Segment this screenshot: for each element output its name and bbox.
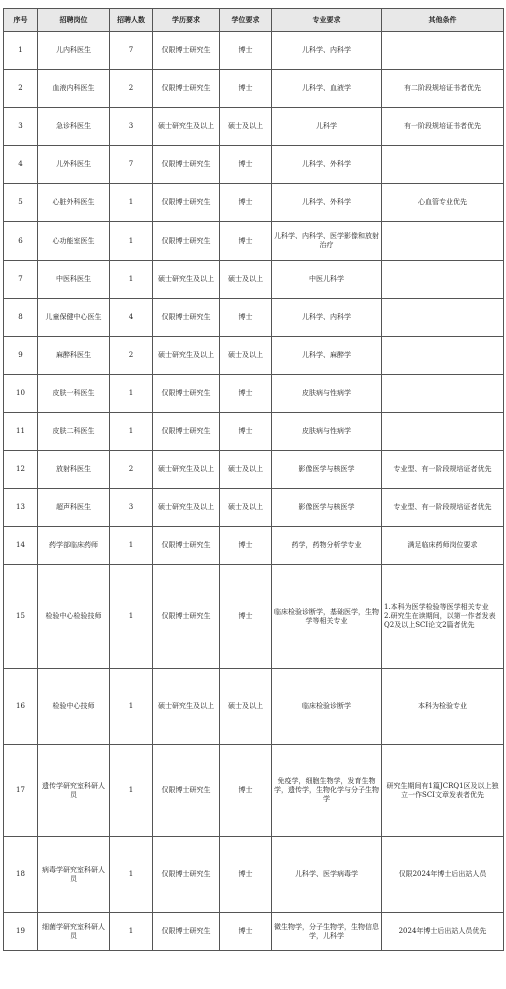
cell-other: 满足临床药师岗位要求 — [382, 527, 504, 565]
cell-post: 细菌学研究室科研人员 — [38, 913, 110, 951]
cell-post: 血液内科医生 — [38, 70, 110, 108]
cell-no: 3 — [4, 108, 38, 146]
header-count: 招聘人数 — [110, 9, 153, 32]
cell-degree: 硕士及以上 — [220, 489, 272, 527]
cell-education: 硕士研究生及以上 — [153, 451, 220, 489]
cell-degree: 博士 — [220, 146, 272, 184]
cell-education: 仅限博士研究生 — [153, 299, 220, 337]
cell-degree: 博士 — [220, 70, 272, 108]
cell-count: 7 — [110, 146, 153, 184]
cell-no: 12 — [4, 451, 38, 489]
cell-education: 仅限博士研究生 — [153, 32, 220, 70]
cell-no: 1 — [4, 32, 38, 70]
cell-count: 1 — [110, 669, 153, 745]
header-other: 其他条件 — [382, 9, 504, 32]
cell-count: 1 — [110, 222, 153, 261]
header-row — [4, 9, 504, 32]
cell-post: 检验中心检验技师 — [38, 565, 110, 669]
header-no: 序号 — [4, 9, 38, 32]
cell-degree: 博士 — [220, 837, 272, 913]
cell-major: 儿科学、外科学 — [272, 146, 382, 184]
cell-post: 放射科医生 — [38, 451, 110, 489]
cell-post: 皮肤一科医生 — [38, 375, 110, 413]
cell-post: 检验中心技师 — [38, 669, 110, 745]
cell-post: 急诊科医生 — [38, 108, 110, 146]
table-row — [4, 669, 504, 745]
cell-no: 10 — [4, 375, 38, 413]
cell-degree: 硕士及以上 — [220, 669, 272, 745]
cell-other: 2024年博士后出站人员优先 — [382, 913, 504, 951]
cell-degree: 博士 — [220, 565, 272, 669]
cell-major: 儿科学、外科学 — [272, 184, 382, 222]
cell-other: 仅限2024年博士后出站人员 — [382, 837, 504, 913]
cell-post: 儿童保健中心医生 — [38, 299, 110, 337]
cell-no: 6 — [4, 222, 38, 261]
cell-degree: 博士 — [220, 375, 272, 413]
header-post: 招聘岗位 — [38, 9, 110, 32]
cell-post: 药学部临床药师 — [38, 527, 110, 565]
cell-post: 心脏外科医生 — [38, 184, 110, 222]
table-row — [4, 184, 504, 222]
cell-no: 4 — [4, 146, 38, 184]
cell-degree: 硕士及以上 — [220, 108, 272, 146]
table-row — [4, 337, 504, 375]
cell-other — [382, 261, 504, 299]
table-row — [4, 745, 504, 837]
cell-major: 影像医学与核医学 — [272, 451, 382, 489]
cell-education: 仅限博士研究生 — [153, 70, 220, 108]
cell-post: 超声科医生 — [38, 489, 110, 527]
table-row — [4, 299, 504, 337]
cell-major: 临床检验诊断学，基础医学，生物学等相关专业 — [272, 565, 382, 669]
cell-other: 专业型、有一阶段规培证者优先 — [382, 489, 504, 527]
cell-no: 2 — [4, 70, 38, 108]
cell-count: 7 — [110, 32, 153, 70]
cell-education: 仅限博士研究生 — [153, 222, 220, 261]
table-row — [4, 451, 504, 489]
cell-major: 微生物学，分子生物学，生物信息学，儿科学 — [272, 913, 382, 951]
recruitment-table — [3, 8, 504, 951]
table-row — [4, 32, 504, 70]
cell-education: 仅限博士研究生 — [153, 913, 220, 951]
cell-education: 仅限博士研究生 — [153, 837, 220, 913]
header-degree: 学位要求 — [220, 9, 272, 32]
cell-education: 硕士研究生及以上 — [153, 489, 220, 527]
cell-other — [382, 146, 504, 184]
cell-no: 5 — [4, 184, 38, 222]
cell-post: 儿内科医生 — [38, 32, 110, 70]
cell-count: 1 — [110, 527, 153, 565]
table-row — [4, 527, 504, 565]
cell-other — [382, 222, 504, 261]
cell-major: 临床检验诊断学 — [272, 669, 382, 745]
cell-other: 有二阶段规培证书者优先 — [382, 70, 504, 108]
cell-count: 1 — [110, 565, 153, 669]
cell-count: 1 — [110, 261, 153, 299]
cell-education: 仅限博士研究生 — [153, 565, 220, 669]
cell-count: 1 — [110, 745, 153, 837]
table-row — [4, 222, 504, 261]
cell-degree: 硕士及以上 — [220, 337, 272, 375]
cell-degree: 博士 — [220, 32, 272, 70]
cell-major: 儿科学、麻醉学 — [272, 337, 382, 375]
cell-education: 仅限博士研究生 — [153, 184, 220, 222]
cell-major: 影像医学与核医学 — [272, 489, 382, 527]
cell-degree: 硕士及以上 — [220, 451, 272, 489]
cell-major: 中医儿科学 — [272, 261, 382, 299]
cell-other — [382, 413, 504, 451]
cell-major: 儿科学、内科学、医学影像和放射治疗 — [272, 222, 382, 261]
cell-other: 1.本科为医学检验等医学相关专业 2.研究生在读期间，以第一作者发表Q2及以上SCI论文2篇者优先 — [382, 565, 504, 669]
cell-no: 8 — [4, 299, 38, 337]
cell-other — [382, 375, 504, 413]
cell-post: 病毒学研究室科研人员 — [38, 837, 110, 913]
cell-post: 中医科医生 — [38, 261, 110, 299]
cell-no: 17 — [4, 745, 38, 837]
cell-count: 3 — [110, 108, 153, 146]
cell-post: 儿外科医生 — [38, 146, 110, 184]
cell-no: 11 — [4, 413, 38, 451]
cell-major: 免疫学，细胞生物学，发育生物学，遗传学，生物化学与分子生物学 — [272, 745, 382, 837]
table-row — [4, 261, 504, 299]
cell-major: 皮肤病与性病学 — [272, 413, 382, 451]
table-row — [4, 489, 504, 527]
cell-post: 皮肤二科医生 — [38, 413, 110, 451]
table-row — [4, 913, 504, 951]
cell-no: 19 — [4, 913, 38, 951]
cell-post: 遗传学研究室科研人员 — [38, 745, 110, 837]
cell-major: 儿科学、内科学 — [272, 299, 382, 337]
cell-major: 皮肤病与性病学 — [272, 375, 382, 413]
cell-no: 9 — [4, 337, 38, 375]
table-row — [4, 565, 504, 669]
cell-other — [382, 299, 504, 337]
cell-degree: 博士 — [220, 222, 272, 261]
table-row — [4, 70, 504, 108]
cell-education: 仅限博士研究生 — [153, 146, 220, 184]
cell-other: 本科为检验专业 — [382, 669, 504, 745]
cell-no: 15 — [4, 565, 38, 669]
cell-education: 硕士研究生及以上 — [153, 261, 220, 299]
cell-count: 2 — [110, 337, 153, 375]
cell-count: 4 — [110, 299, 153, 337]
cell-education: 仅限博士研究生 — [153, 527, 220, 565]
cell-count: 1 — [110, 184, 153, 222]
header-education: 学历要求 — [153, 9, 220, 32]
cell-no: 14 — [4, 527, 38, 565]
cell-count: 3 — [110, 489, 153, 527]
cell-other: 研究生期间有1篇JCRQ1区及以上独立一作SCI文章发表者优先 — [382, 745, 504, 837]
table-row — [4, 837, 504, 913]
cell-major: 儿科学、内科学 — [272, 32, 382, 70]
cell-major: 儿科学、医学病毒学 — [272, 837, 382, 913]
cell-degree: 博士 — [220, 745, 272, 837]
cell-degree: 博士 — [220, 527, 272, 565]
cell-major: 儿科学、血液学 — [272, 70, 382, 108]
cell-count: 1 — [110, 913, 153, 951]
cell-education: 仅限博士研究生 — [153, 413, 220, 451]
cell-degree: 博士 — [220, 184, 272, 222]
cell-post: 心功能室医生 — [38, 222, 110, 261]
cell-other: 专业型、有一阶段规培证者优先 — [382, 451, 504, 489]
table-row — [4, 108, 504, 146]
cell-no: 13 — [4, 489, 38, 527]
cell-count: 1 — [110, 837, 153, 913]
cell-education: 硕士研究生及以上 — [153, 337, 220, 375]
cell-major: 药学，药物分析学专业 — [272, 527, 382, 565]
cell-degree: 博士 — [220, 413, 272, 451]
header-major: 专业要求 — [272, 9, 382, 32]
table-row — [4, 375, 504, 413]
cell-degree: 硕士及以上 — [220, 261, 272, 299]
cell-education: 硕士研究生及以上 — [153, 669, 220, 745]
table-row — [4, 413, 504, 451]
cell-other: 心血管专业优先 — [382, 184, 504, 222]
cell-count: 1 — [110, 413, 153, 451]
table-body — [4, 32, 504, 951]
cell-count: 2 — [110, 451, 153, 489]
cell-degree: 博士 — [220, 299, 272, 337]
cell-education: 硕士研究生及以上 — [153, 108, 220, 146]
cell-no: 16 — [4, 669, 38, 745]
cell-count: 2 — [110, 70, 153, 108]
cell-other — [382, 337, 504, 375]
cell-no: 7 — [4, 261, 38, 299]
cell-no: 18 — [4, 837, 38, 913]
cell-major: 儿科学 — [272, 108, 382, 146]
cell-other — [382, 32, 504, 70]
cell-degree: 博士 — [220, 913, 272, 951]
cell-post: 麻醉科医生 — [38, 337, 110, 375]
table-row — [4, 146, 504, 184]
cell-education: 仅限博士研究生 — [153, 375, 220, 413]
cell-education: 仅限博士研究生 — [153, 745, 220, 837]
cell-count: 1 — [110, 375, 153, 413]
cell-other: 有一阶段规培证书者优先 — [382, 108, 504, 146]
